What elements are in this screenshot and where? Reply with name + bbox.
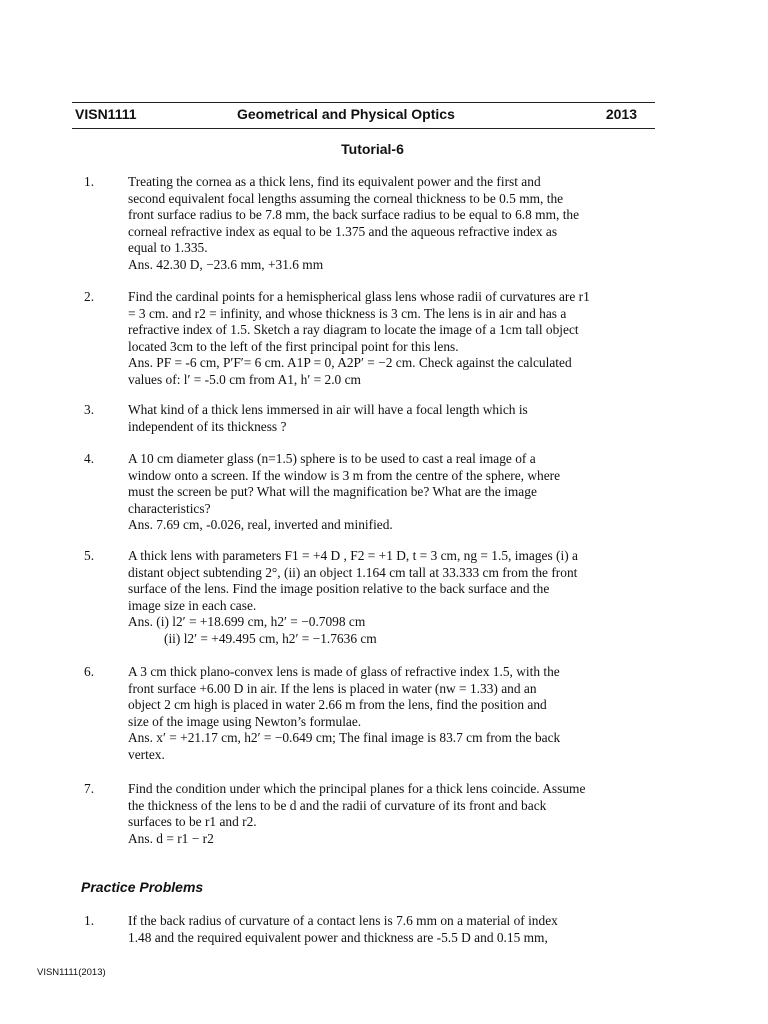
page-footer: VISN1111(2013) xyxy=(37,967,106,978)
question-line: Find the condition under which the principal planes for a thick lens coincide. Assume xyxy=(128,781,586,796)
question-line: Treating the cornea as a thick lens, find its equivalent power and the first and xyxy=(128,174,541,189)
question-6 xyxy=(128,664,648,763)
question-line: If the back radius of curvature of a contact lens is 7.6 mm on a material of index xyxy=(128,913,558,928)
answer-line: Ans. d = r1 − r2 xyxy=(128,830,214,846)
question-line: window onto a screen. If the window is 3 m from the centre of the sphere, where xyxy=(128,467,561,483)
answer-line: Ans. 42.30 D, −23.6 mm, +31.6 mm xyxy=(128,256,324,272)
answer-line: Ans. PF = -6 cm, P′F′= 6 cm. A1P = 0, A2P′ = −2 cm. Check against the calculated xyxy=(128,355,572,370)
question-line: Find the cardinal points for a hemispherical glass lens whose radii of curvatures are r1 xyxy=(128,289,590,304)
question-number: 5. xyxy=(84,548,95,563)
question-line: A 10 cm diameter glass (n=1.5) sphere is to be used to cast a real image of a xyxy=(128,451,536,466)
question-line: corneal refractive index as equal to be 1.375 and the aqueous refractive index as xyxy=(128,223,558,239)
document-header xyxy=(72,102,655,129)
question-line: front surface radius to be 7.8 mm, the back surface radius to be equal to 6.8 mm, the xyxy=(128,207,580,222)
answer-line: Ans. (i) l2′ = +18.699 cm, h2′ = −0.7098 cm xyxy=(128,614,366,629)
tutorial-title: Tutorial-6 xyxy=(341,141,404,157)
question-number: 2. xyxy=(84,289,95,304)
answer-line: Ans. x′ = +21.17 cm, h2′ = −0.649 cm; The final image is 83.7 cm from the back xyxy=(128,730,561,745)
question-number: 6. xyxy=(84,664,95,679)
question-line: the thickness of the lens to be d and the radii of curvature of its front and back xyxy=(128,797,547,813)
course-year: 2013 xyxy=(605,106,637,122)
question-line: equal to 1.335. xyxy=(128,240,208,255)
question-number: 1. xyxy=(84,913,95,928)
question-3 xyxy=(128,402,648,435)
answer-line: Ans. 7.69 cm, -0.026, real, inverted and minified. xyxy=(128,517,393,532)
course-code: VISN1111 xyxy=(75,106,137,122)
question-line: must the screen be put? What will the magnification be? What are the image xyxy=(128,484,537,499)
practice-problems-heading: Practice Problems xyxy=(81,879,204,895)
question-line: independent of its thickness ? xyxy=(128,418,287,434)
question-line: surface of the lens. Find the image position relative to the back surface and the xyxy=(128,581,550,596)
question-line: A thick lens with parameters F1 = +4 D , F2 = +1 D, t = 3 cm, ng = 1.5, images (i) a xyxy=(128,548,578,563)
question-number: 1. xyxy=(84,174,95,189)
question-line: What kind of a thick lens immersed in air will have a focal length which is xyxy=(128,402,528,417)
question-line: size of the image using Newton’s formulae. xyxy=(128,713,362,729)
question-line: characteristics? xyxy=(128,500,211,516)
question-line: refractive index of 1.5. Sketch a ray diagram to locate the image of a 1cm tall object xyxy=(128,322,579,337)
question-line: located 3cm to the left of the first principal point for this lens. xyxy=(128,338,459,354)
question-line: object 2 cm high is placed in water 2.66 m from the lens, find the position and xyxy=(128,697,547,712)
question-number: 3. xyxy=(84,402,95,417)
question-line: second equivalent focal lengths assuming the corneal thickness to be 0.5 mm, the xyxy=(128,190,564,206)
question-line: front surface +6.00 D in air. If the lens is placed in water (nw = 1.33) and an xyxy=(128,680,537,696)
question-number: 4. xyxy=(84,451,95,466)
question-2 xyxy=(128,289,648,388)
practice-problem-1 xyxy=(128,913,648,946)
question-7 xyxy=(128,781,648,847)
question-4 xyxy=(128,451,648,534)
answer-line: values of: l′ = -5.0 cm from A1, h′ = 2.0 cm xyxy=(128,371,361,387)
question-5 xyxy=(128,548,648,647)
question-1 xyxy=(128,174,648,273)
course-title: Geometrical and Physical Optics xyxy=(237,106,455,122)
question-line: = 3 cm. and r2 = infinity, and whose thickness is 3 cm. The lens is in air and has a xyxy=(128,305,567,321)
question-line: surfaces to be r1 and r2. xyxy=(128,814,257,829)
answer-line: (ii) l2′ = +49.495 cm, h2′ = −1.7636 cm xyxy=(164,630,377,646)
question-line: A 3 cm thick plano-convex lens is made of glass of refractive index 1.5, with the xyxy=(128,664,560,679)
question-line: distant object subtending 2°, (ii) an object 1.164 cm tall at 33.333 cm from the front xyxy=(128,564,578,580)
question-number: 7. xyxy=(84,781,95,796)
question-line: image size in each case. xyxy=(128,597,257,613)
question-line: 1.48 and the required equivalent power and thickness are -5.5 D and 0.15 mm, xyxy=(128,929,548,945)
answer-line: vertex. xyxy=(128,746,165,762)
